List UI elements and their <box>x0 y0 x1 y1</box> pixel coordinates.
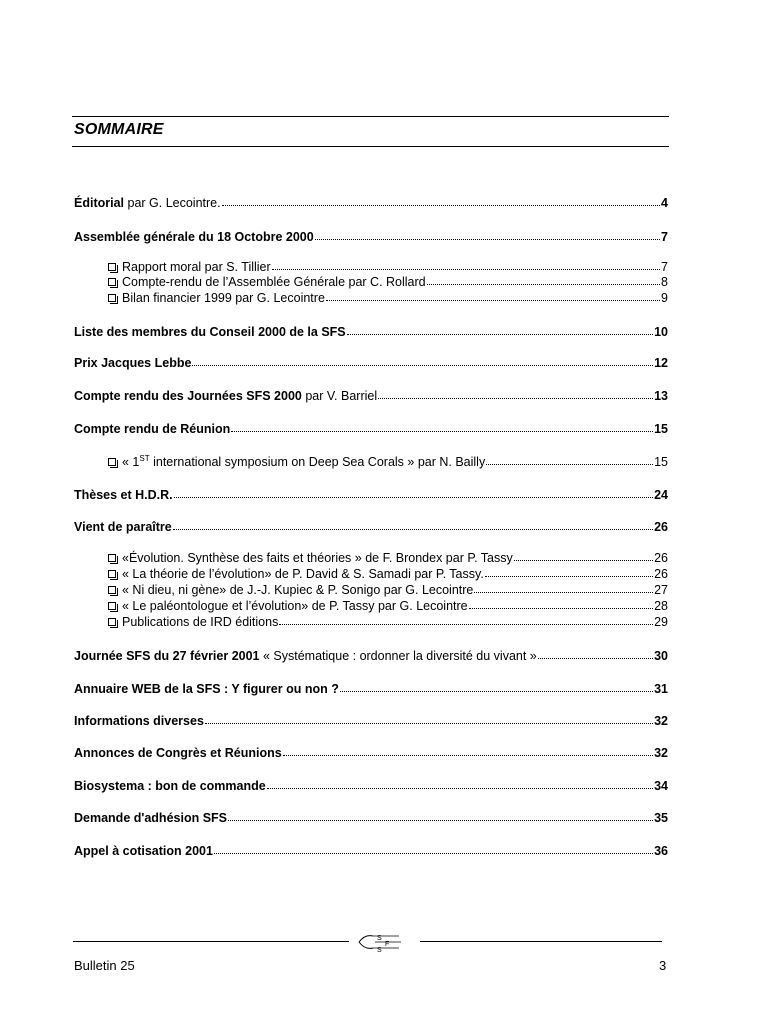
dot-leader <box>486 454 653 465</box>
dot-leader <box>315 229 660 240</box>
toc-entry-heading: Annonces de Congrès et Réunions <box>74 746 282 760</box>
toc-entry-author: par G. Lecointre. <box>124 196 221 210</box>
toc-entry-heading: Prix Jacques Lebbe <box>74 356 192 370</box>
checkbox-bullet-icon <box>108 458 116 466</box>
checkbox-bullet-icon <box>108 278 116 286</box>
toc-entry-heading: Appel à cotisation 2001 <box>74 844 213 858</box>
logo-letter-1: S <box>377 935 382 942</box>
toc-page-number: 8 <box>661 275 668 289</box>
dot-leader <box>228 810 653 821</box>
toc-page-number: 27 <box>654 583 668 597</box>
toc-page-number: 32 <box>654 746 668 760</box>
toc-entry <box>74 713 668 729</box>
toc-subentry <box>108 582 668 598</box>
dot-leader <box>173 519 653 530</box>
toc-page-number: 15 <box>654 455 668 469</box>
toc-entry-label <box>108 550 513 566</box>
toc-entry-label <box>74 648 537 664</box>
toc-entry-label <box>74 681 339 697</box>
toc-page-number: 4 <box>661 196 668 210</box>
toc-entry-text: « Ni dieu, ni gène» de J.-J. Kupiec & P. Sonigo par G. Lecointre <box>122 583 474 597</box>
toc-entry-label <box>74 713 204 729</box>
dot-leader <box>272 259 660 270</box>
toc-entry <box>74 648 668 664</box>
toc-entry-label <box>74 745 282 761</box>
dot-leader <box>214 843 653 854</box>
toc-subentry <box>108 259 668 275</box>
toc-entry-text: Compte-rendu de l’Assemblée Générale par C. Rollard <box>122 275 426 289</box>
checkbox-bullet-icon <box>108 618 116 626</box>
page-title: SOMMAIRE <box>74 121 164 138</box>
toc-entry-text: « Le paléontologue et l’évolution» de P. Tassy par G. Lecointre <box>122 599 468 613</box>
toc-page-number: 32 <box>654 714 668 728</box>
toc-entry-label <box>108 582 473 598</box>
toc-entry-label <box>74 487 173 503</box>
toc-entry-text: « La théorie de l’évolution» de P. David & S. Samadi par P. Tassy. <box>122 567 484 581</box>
toc-page-number: 30 <box>654 649 668 663</box>
dot-leader <box>427 274 660 285</box>
toc-entry-heading: Thèses et H.D.R. <box>74 488 173 502</box>
dot-leader <box>485 566 653 577</box>
dot-leader <box>326 290 660 301</box>
checkbox-bullet-icon <box>108 294 116 302</box>
checkbox-bullet-icon <box>108 586 116 594</box>
toc-entry-heading: Journée SFS du 27 février 2001 <box>74 649 260 663</box>
checkbox-bullet-icon <box>108 263 116 271</box>
logo-letter-2: F <box>385 941 390 948</box>
toc-entry-heading: Compte rendu de Réunion <box>74 422 231 436</box>
toc-entry-heading: Compte rendu des Journées SFS 2000 <box>74 389 302 403</box>
checkbox-bullet-icon <box>108 554 116 562</box>
toc-entry <box>74 778 668 794</box>
toc-subentry <box>108 550 668 566</box>
checkbox-bullet-icon <box>108 570 116 578</box>
dot-leader <box>469 598 653 609</box>
toc-entry-label <box>74 324 346 340</box>
toc-page-number: 9 <box>661 291 668 305</box>
page-number: 3 <box>659 958 667 973</box>
toc-entry-superscript: ST <box>139 453 150 463</box>
toc-entry-heading: Biosystema : bon de commande <box>74 779 266 793</box>
toc-subentry <box>108 290 668 306</box>
dot-leader <box>192 355 653 366</box>
dot-leader <box>474 582 653 593</box>
toc-entry <box>74 421 668 437</box>
toc-entry-heading: Assemblée générale du 18 Octobre 2000 <box>74 230 314 244</box>
dot-leader <box>340 681 653 692</box>
toc-entry <box>74 487 668 503</box>
toc-entry-label <box>108 566 484 582</box>
dot-leader <box>267 778 653 789</box>
toc-entry-text: Rapport moral par S. Tillier <box>122 260 271 274</box>
toc-entry <box>74 324 668 340</box>
toc-page-number: 26 <box>654 551 668 565</box>
dot-leader <box>231 421 653 432</box>
toc-entry-label <box>108 290 325 306</box>
toc-page-number: 31 <box>654 682 668 696</box>
checkbox-bullet-icon <box>108 602 116 610</box>
toc-entry-text: Publications de IRD éditions <box>122 615 279 629</box>
toc-entry-label <box>74 843 213 859</box>
toc-entry <box>74 388 668 404</box>
footer-rule-left <box>73 941 349 942</box>
dot-leader <box>279 614 653 625</box>
toc-entry <box>74 229 668 245</box>
toc-entry-label <box>108 274 426 290</box>
toc-subentry <box>108 454 668 470</box>
toc-entry <box>74 195 668 211</box>
toc-entry <box>74 810 668 826</box>
logo-letter-3: S <box>377 947 382 954</box>
footer-rule-right <box>420 941 662 942</box>
toc-subentry <box>108 614 668 630</box>
toc-page-number: 10 <box>654 325 668 339</box>
toc-entry <box>74 681 668 697</box>
toc-page-number: 26 <box>654 520 668 534</box>
toc-entry-heading: Demande d'adhésion SFS <box>74 811 228 825</box>
toc-page-number: 28 <box>654 599 668 613</box>
table-of-contents <box>74 0 668 1024</box>
toc-entry-prefix: « 1 <box>122 455 140 469</box>
toc-entry-label <box>74 519 172 535</box>
toc-entry-label <box>74 195 221 211</box>
toc-entry-label <box>74 778 266 794</box>
dot-leader <box>205 713 653 724</box>
toc-entry-label <box>108 614 278 630</box>
dot-leader <box>538 648 653 659</box>
toc-entry-heading: Annuaire WEB de la SFS : Y figurer ou non ? <box>74 682 339 696</box>
toc-entry-author: par V. Barriel <box>301 389 378 403</box>
toc-page-number: 26 <box>654 567 668 581</box>
toc-entry-heading: Vient de paraître <box>74 520 172 534</box>
dot-leader <box>174 487 653 498</box>
dot-leader <box>347 324 653 335</box>
toc-page-number: 36 <box>654 844 668 858</box>
dot-leader <box>514 550 653 561</box>
toc-entry-label <box>108 259 271 275</box>
dot-leader <box>222 195 660 206</box>
toc-entry <box>74 843 668 859</box>
toc-subentry <box>108 566 668 582</box>
toc-entry-label <box>74 421 230 437</box>
toc-entry-label <box>74 388 377 404</box>
toc-page-number: 35 <box>654 811 668 825</box>
toc-entry-label <box>108 598 468 614</box>
toc-entry <box>74 355 668 371</box>
toc-subentry <box>108 598 668 614</box>
toc-entry-heading: Liste des membres du Conseil 2000 de la SFS <box>74 325 346 339</box>
toc-entry-text: «Évolution. Synthèse des faits et théories » de F. Brondex par P. Tassy <box>122 551 513 565</box>
toc-page-number: 12 <box>654 356 668 370</box>
sfs-logo <box>355 930 405 954</box>
toc-entry-label <box>108 454 485 470</box>
toc-page-number: 34 <box>654 779 668 793</box>
dot-leader <box>283 745 653 756</box>
toc-entry <box>74 519 668 535</box>
toc-entry-label <box>74 355 191 371</box>
toc-entry-text: international symposium on Deep Sea Corals » par N. Bailly <box>149 455 486 469</box>
toc-entry-text: Bilan financier 1999 par G. Lecointre <box>122 291 325 305</box>
toc-entry-author: « Systématique : ordonner la diversité du vivant » <box>259 649 537 663</box>
dot-leader <box>378 388 653 399</box>
toc-page-number: 24 <box>654 488 668 502</box>
toc-entry-label <box>74 229 314 245</box>
toc-entry-label <box>74 810 227 826</box>
toc-subentry <box>108 274 668 290</box>
toc-entry-heading: Éditorial <box>74 196 125 210</box>
toc-entry-heading: Informations diverses <box>74 714 204 728</box>
toc-entry <box>74 745 668 761</box>
toc-page-number: 7 <box>661 260 668 274</box>
toc-page-number: 29 <box>654 615 668 629</box>
bulletin-label: Bulletin 25 <box>74 958 135 973</box>
toc-page-number: 15 <box>654 422 668 436</box>
toc-page-number: 13 <box>654 389 668 403</box>
toc-page-number: 7 <box>661 230 668 244</box>
